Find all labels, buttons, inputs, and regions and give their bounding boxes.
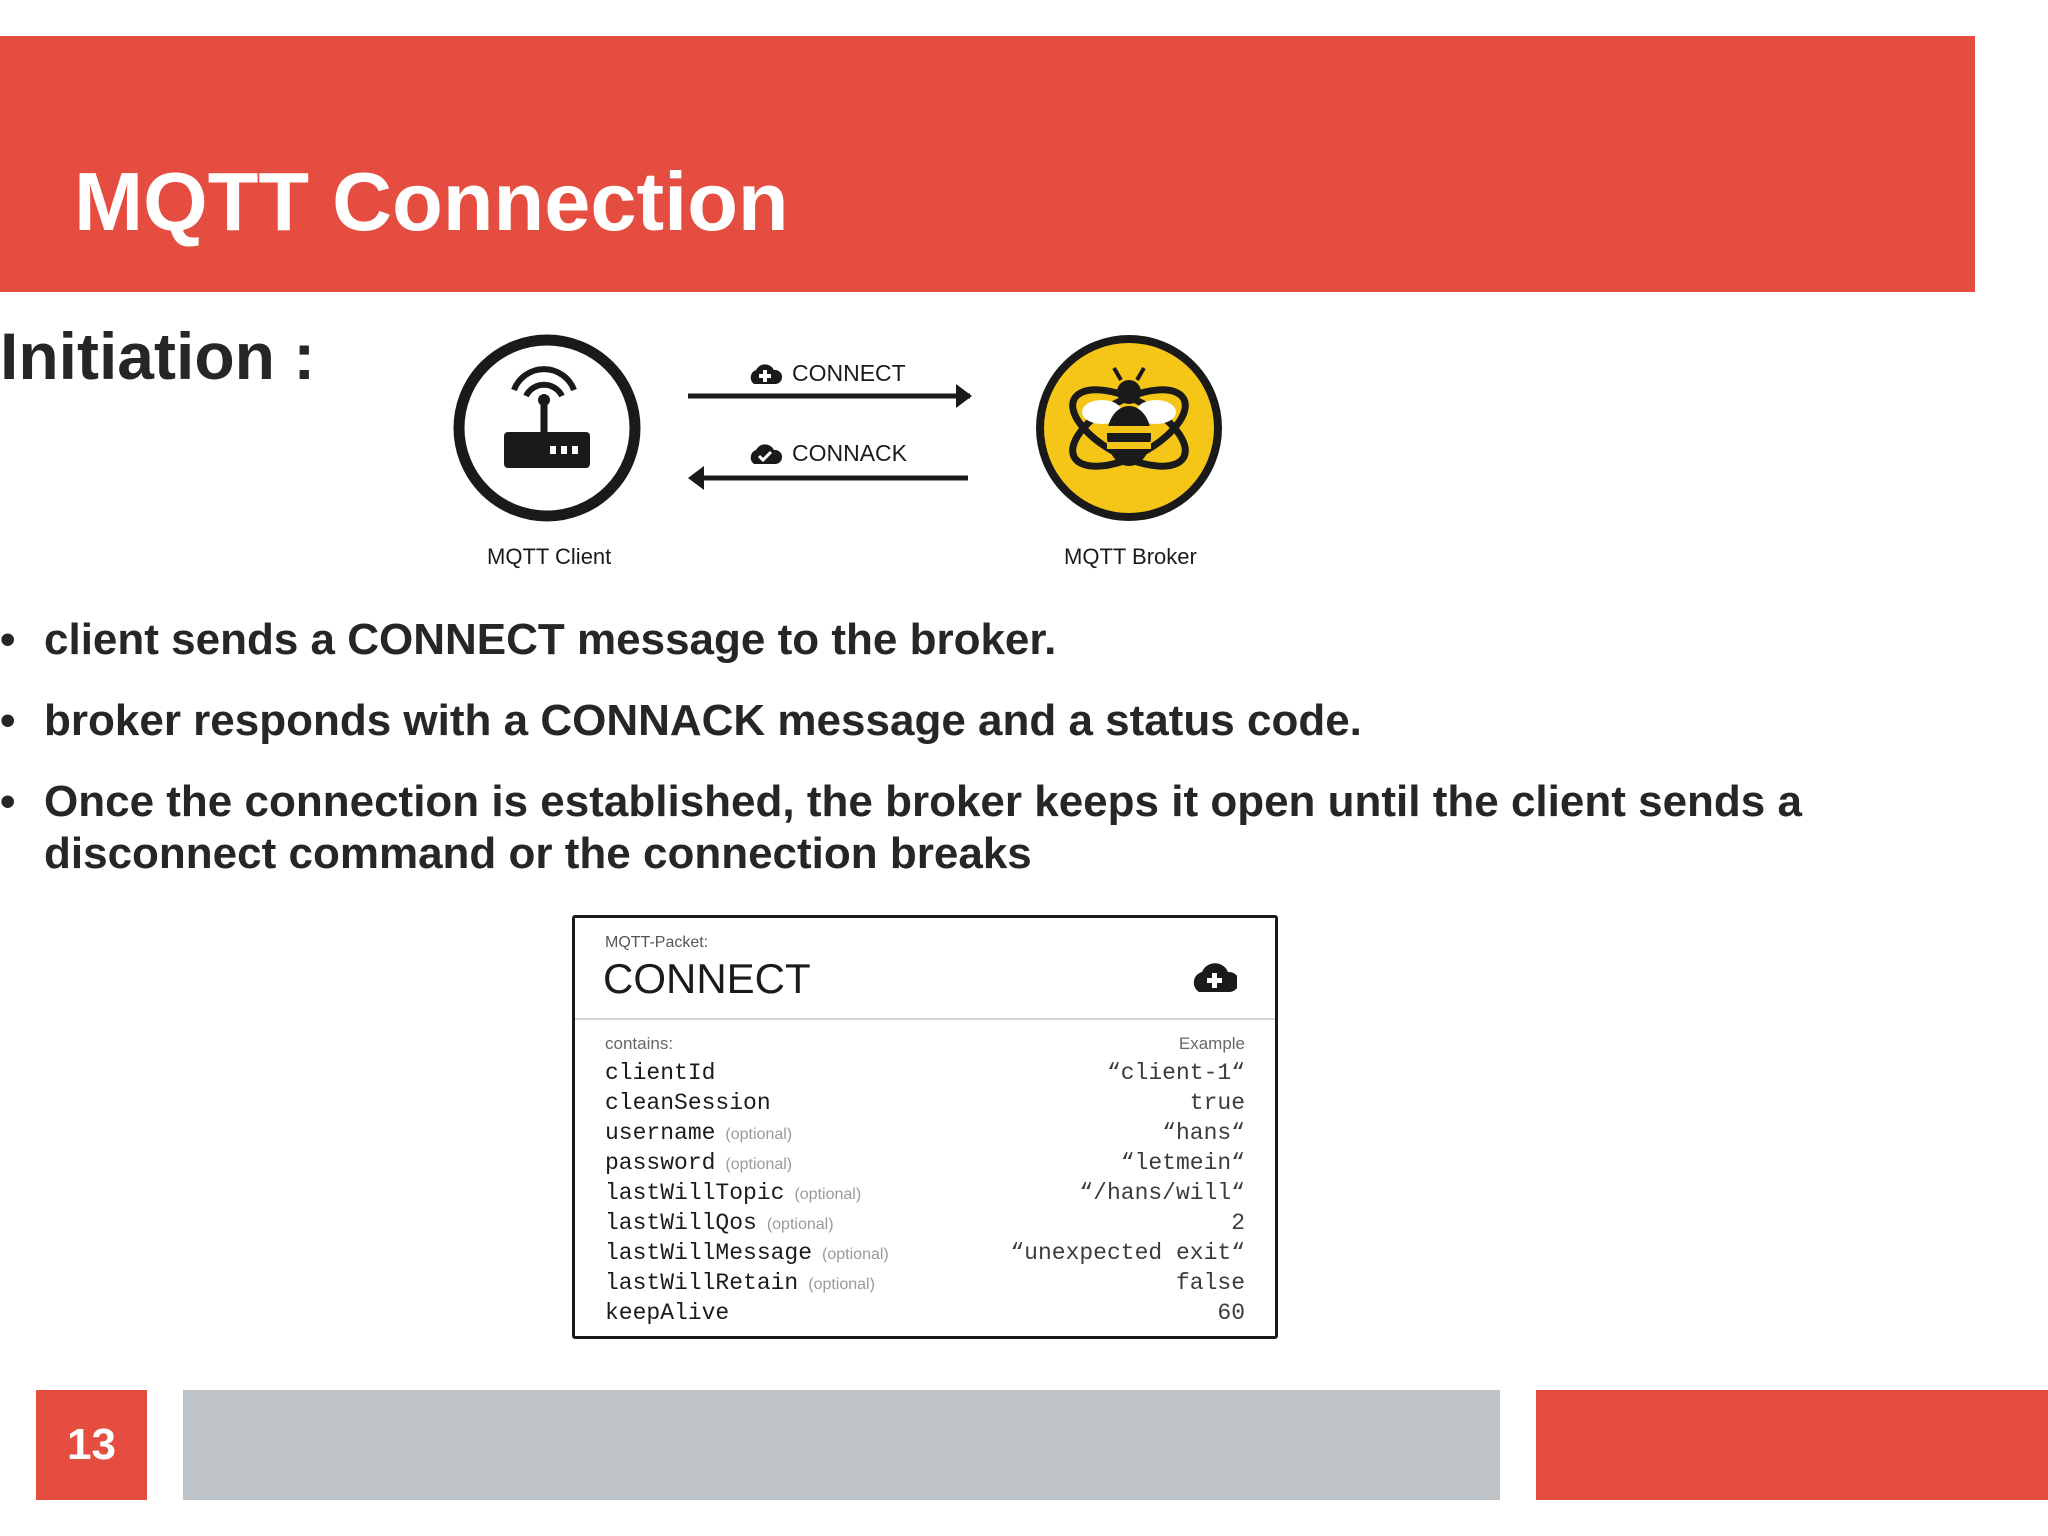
slide-title: MQTT Connection [74, 155, 789, 248]
field-value: “/hans/will“ [1079, 1180, 1245, 1206]
field-row [605, 1120, 1245, 1150]
field-name: keepAlive [605, 1300, 730, 1326]
field-row [605, 1180, 1245, 1210]
field-name: cleanSession [605, 1090, 771, 1116]
field-value: 2 [1231, 1210, 1245, 1236]
contains-label: contains: [605, 1034, 674, 1053]
field-row [605, 1270, 1245, 1300]
bullet-dot: • [0, 696, 16, 745]
field-value: “unexpected exit“ [1010, 1240, 1245, 1266]
connack-arrow [688, 466, 968, 490]
optional-note: (optional) [725, 1126, 793, 1143]
packet-card [572, 915, 1278, 1339]
optional-note: (optional) [766, 1216, 834, 1233]
optional-note: (optional) [794, 1186, 862, 1203]
divider [575, 1018, 1275, 1020]
field-value: 60 [1217, 1300, 1245, 1326]
connection-diagram [440, 320, 1240, 590]
field-name: password (optional) [605, 1150, 793, 1176]
field-name: lastWillRetain (optional) [605, 1270, 875, 1296]
field-row [605, 1090, 1245, 1120]
bullet-text: client sends a CONNECT message to the broker. [44, 615, 1057, 664]
field-value: “hans“ [1162, 1120, 1245, 1146]
bee-icon [1040, 339, 1218, 517]
broker-label: MQTT Broker [1064, 544, 1197, 569]
field-name: clientId [605, 1060, 716, 1086]
packet-header-label: MQTT-Packet: [605, 934, 709, 951]
field-name: username (optional) [605, 1120, 793, 1146]
bullet-text: broker responds with a CONNACK message and a status code. [44, 696, 1362, 745]
footer-bar [183, 1390, 1500, 1500]
connect-label: CONNECT [792, 360, 906, 386]
field-row [605, 1240, 1245, 1270]
bullet-dot: • [0, 615, 16, 664]
connect-arrow [688, 384, 972, 408]
field-value: true [1189, 1090, 1245, 1116]
bullet-dot: • [0, 777, 16, 826]
optional-note: (optional) [808, 1276, 875, 1293]
field-value: “letmein“ [1120, 1150, 1245, 1176]
field-name: lastWillMessage (optional) [605, 1240, 889, 1266]
client-label: MQTT Client [487, 544, 612, 569]
connack-label: CONNACK [792, 440, 908, 466]
optional-note: (optional) [725, 1156, 793, 1173]
page-number: 13 [67, 1420, 116, 1469]
cloud-plus-icon [1191, 960, 1237, 1001]
field-value: “client-1“ [1106, 1060, 1245, 1086]
field-row [605, 1300, 1245, 1330]
field-value: false [1175, 1270, 1245, 1296]
example-label: Example [1178, 1034, 1245, 1053]
optional-note: (optional) [822, 1246, 889, 1263]
footer-accent [1536, 1390, 2048, 1500]
field-row [605, 1150, 1245, 1180]
field-row [605, 1060, 1245, 1090]
packet-name: CONNECT [603, 955, 811, 1002]
field-row [605, 1210, 1245, 1240]
cloud-plus-icon [751, 364, 782, 384]
field-name: lastWillQos (optional) [605, 1210, 834, 1236]
router-icon [459, 340, 635, 516]
cloud-check-icon [751, 444, 782, 464]
section-heading: Initiation : [0, 319, 316, 393]
bullet-text: Once the connection is established, the broker keeps it open until the client sends a disconnect command or the connection breaks [44, 777, 1802, 878]
field-name: lastWillTopic (optional) [605, 1180, 862, 1206]
